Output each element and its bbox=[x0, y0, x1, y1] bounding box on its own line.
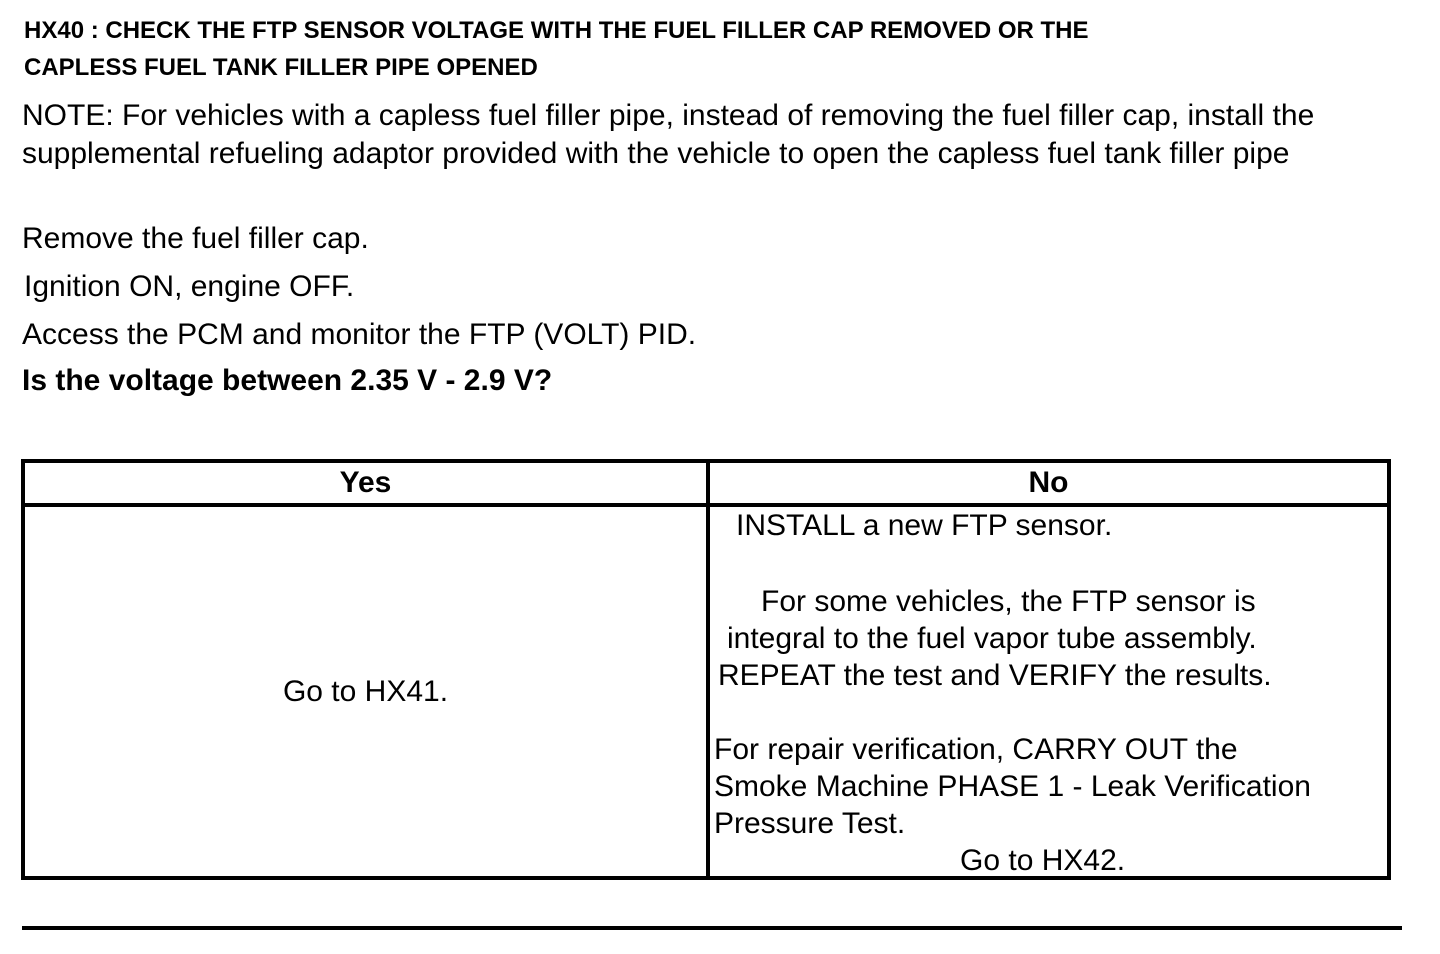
table-row bbox=[23, 505, 1389, 878]
yes-column-header: Yes bbox=[23, 461, 708, 505]
step-title-line-2: CAPLESS FUEL TANK FILLER PIPE OPENED bbox=[24, 54, 538, 81]
bottom-divider bbox=[22, 926, 1402, 930]
table-header-row bbox=[23, 461, 1389, 505]
instruction-monitor-pid: Access the PCM and monitor the FTP (VOLT) PID. bbox=[22, 318, 697, 351]
instruction-remove-cap: Remove the fuel filler cap. bbox=[22, 222, 369, 255]
no-action-line: Go to HX42. bbox=[960, 844, 1126, 877]
no-action-line: integral to the fuel vapor tube assembly. bbox=[727, 622, 1257, 655]
no-action-line: Smoke Machine PHASE 1 - Leak Verification bbox=[714, 770, 1311, 803]
note-text: NOTE: For vehicles with a capless fuel filler pipe, instead of removing the fuel filler cap, install the supplemental refueling adaptor provided with the vehicle to open the capless fuel tank filler pipe bbox=[22, 99, 1315, 170]
no-action-line: For repair verification, CARRY OUT the bbox=[714, 733, 1238, 766]
result-table bbox=[21, 459, 1391, 880]
no-action-line: REPEAT the test and VERIFY the results. bbox=[718, 659, 1272, 692]
instruction-ignition: Ignition ON, engine OFF. bbox=[24, 270, 355, 303]
no-column-header: No bbox=[708, 461, 1389, 505]
yes-action-text: Go to HX41. bbox=[282, 674, 449, 708]
step-heading bbox=[24, 12, 1384, 86]
no-action-line: INSTALL a new FTP sensor. bbox=[736, 509, 1113, 542]
yes-cell bbox=[23, 505, 708, 878]
step-title-line-1: HX40 : CHECK THE FTP SENSOR VOLTAGE WITH THE FUEL FILLER CAP REMOVED OR THE bbox=[24, 17, 1089, 44]
test-question: Is the voltage between 2.35 V - 2.9 V? bbox=[22, 364, 553, 397]
no-action-line: For some vehicles, the FTP sensor is bbox=[761, 585, 1256, 618]
no-action-line: Pressure Test. bbox=[714, 807, 906, 840]
no-cell bbox=[708, 505, 1389, 878]
